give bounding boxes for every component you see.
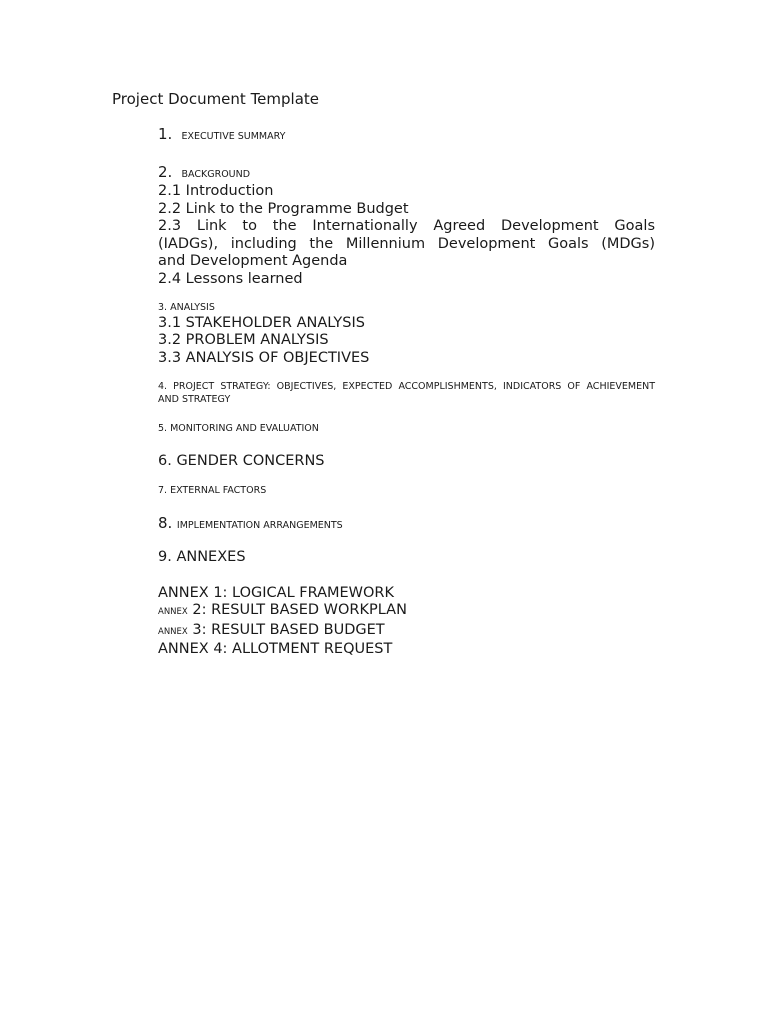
annex-title: 2: RESULT BASED WORKPLAN <box>187 602 407 618</box>
subsection-iadgs-line3: and Development Agenda <box>158 253 348 269</box>
subsection-introduction: 2.1 Introduction <box>158 183 274 199</box>
section-executive-summary <box>158 126 655 146</box>
subsection-programme-budget: 2.2 Link to the Programme Budget <box>158 200 409 217</box>
section-external-factors <box>158 485 655 498</box>
section-label: 3. ANALYSIS <box>158 302 215 313</box>
subsection-iadgs-line2: (IADGs), including the Millennium Development Goals (MDGs) <box>158 235 655 252</box>
section-label: IMPLEMENTATION ARRANGEMENTS <box>176 519 343 531</box>
section-project-strategy-line2 <box>158 394 655 407</box>
section-label: BACKGROUND <box>181 168 251 180</box>
section-background <box>158 164 655 184</box>
subsection-iadgs-line1: 2.3 Link to the Internationally Agreed Development Goals <box>158 218 655 234</box>
section-label: 4. PROJECT STRATEGY: OBJECTIVES, EXPECTED ACCOMPLISHMENTS, INDICATORS OF ACHIEVEMENT <box>158 381 655 392</box>
document-title: Project Document Template <box>112 90 320 108</box>
annex-3 <box>158 622 655 642</box>
section-implementation <box>158 515 655 535</box>
annex-1: ANNEX 1: LOGICAL FRAMEWORK <box>158 584 395 601</box>
subsection-stakeholder-analysis: 3.1 STAKEHOLDER ANALYSIS <box>158 314 365 331</box>
annex-prefix: ANNEX <box>158 607 188 617</box>
section-monitoring-evaluation <box>158 423 655 436</box>
section-project-strategy-line1 <box>158 381 655 394</box>
section-label: 7. EXTERNAL FACTORS <box>158 485 267 496</box>
subsection-analysis-of-objectives: 3.3 ANALYSIS OF OBJECTIVES <box>158 349 370 366</box>
section-label: 5. MONITORING AND EVALUATION <box>158 423 319 434</box>
section-label: EXECUTIVE SUMMARY <box>181 131 286 142</box>
section-number: 8. <box>158 513 173 532</box>
section-analysis <box>158 302 655 315</box>
section-number: 1. <box>158 125 173 143</box>
subsection-problem-analysis: 3.2 PROBLEM ANALYSIS <box>158 332 329 348</box>
annex-2 <box>158 602 655 622</box>
annex-4: ANNEX 4: ALLOTMENT REQUEST <box>158 641 393 657</box>
section-annexes: 9. ANNEXES <box>158 549 246 565</box>
section-gender-concerns: 6. GENDER CONCERNS <box>158 452 325 469</box>
annex-prefix: ANNEX <box>158 626 188 637</box>
section-label: AND STRATEGY <box>158 393 231 405</box>
annex-title: 3: RESULT BASED BUDGET <box>187 621 385 638</box>
section-number: 2. <box>158 162 173 181</box>
subsection-lessons-learned: 2.4 Lessons learned <box>158 270 303 287</box>
document-body <box>158 126 655 659</box>
